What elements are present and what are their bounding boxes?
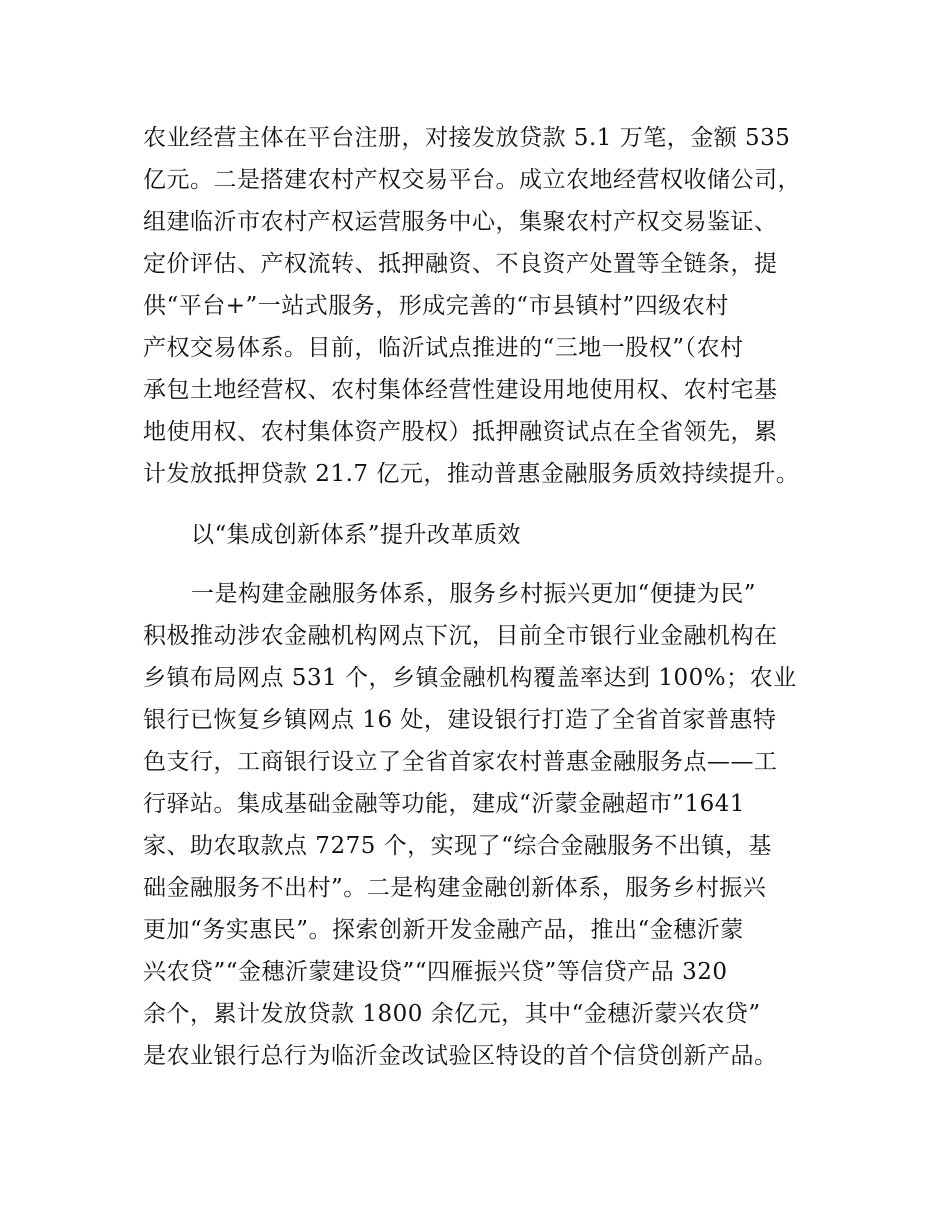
text-line: 积极推动涉农金融机构网点下沉，目前全市银行业金融机构在 (143, 623, 778, 649)
text-line: 础金融服务不出村”。二是构建金融创新体系，服务乡村振兴 (143, 875, 767, 901)
text-line: 行驿站。集成基础金融等功能，建成“沂蒙金融超市”1641 (143, 791, 746, 817)
text-line: 产权交易体系。目前，临沂试点推进的“三地一股权”（农村 (143, 335, 744, 361)
text-line: 一是构建金融服务体系，服务乡村振兴更加“便捷为民” (191, 581, 757, 607)
text-line: 承包土地经营权、农村集体经营性建设用地使用权、农村宅基 (143, 377, 778, 403)
text-line: 定价评估、产权流转、抵押融资、不良资产处置等全链条，提 (143, 251, 778, 277)
text-line: 组建临沂市农村产权运营服务中心，集聚农村产权交易鉴证、 (143, 209, 778, 235)
section-heading: 以“集成创新体系”提升改革质效 (191, 522, 522, 548)
text-line: 家、助农取款点 7275 个，实现了“综合金融服务不出镇，基 (143, 833, 772, 859)
text-line: 是农业银行总行为临沂金改试验区特设的首个信贷创新产品。 (143, 1043, 778, 1069)
text-line: 乡镇布局网点 531 个，乡镇金融机构覆盖率达到 100%；农业 (143, 665, 797, 691)
text-line: 色支行，工商银行设立了全省首家农村普惠金融服务点——工 (143, 749, 778, 775)
text-line: 更加“务实惠民”。探索创新开发金融产品，推出“金穗沂蒙 (143, 917, 744, 943)
text-line: 兴农贷”“金穗沂蒙建设贷”“四雁振兴贷”等信贷产品 320 (143, 959, 728, 985)
text-line: 农业经营主体在平台注册，对接发放贷款 5.1 万笔，金额 535 (143, 125, 791, 151)
text-line: 地使用权、农村集体资产股权）抵押融资试点在全省领先，累 (143, 419, 778, 445)
text-line: 亿元。二是搭建农村产权交易平台。成立农地经营权收储公司， (143, 167, 801, 193)
text-line: 供“平台+”一站式服务，形成完善的“市县镇村”四级农村 (143, 293, 729, 319)
text-line: 银行已恢复乡镇网点 16 处，建设银行打造了全省首家普惠特 (143, 707, 777, 733)
text-line: 计发放抵押贷款 21.7 亿元，推动普惠金融服务质效持续提升。 (143, 461, 800, 487)
text-line: 余个，累计发放贷款 1800 余亿元，其中“金穗沂蒙兴农贷” (143, 1001, 761, 1027)
